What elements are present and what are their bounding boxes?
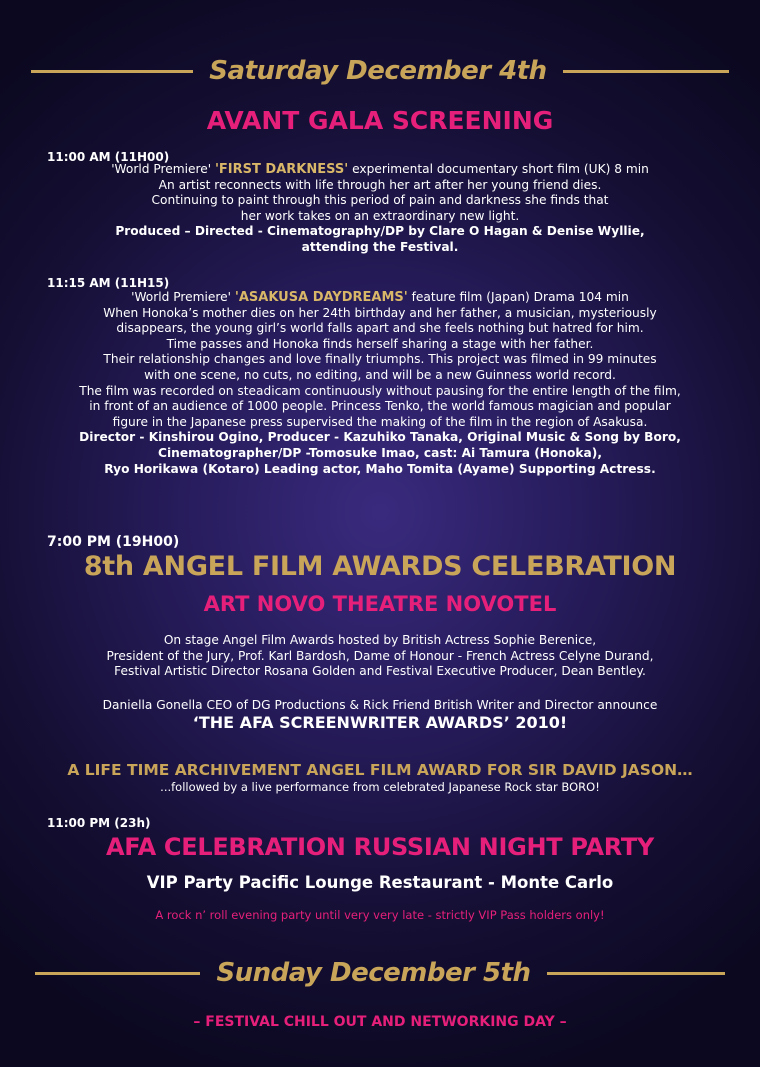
sunday-heading-row [0,958,760,988]
event2-credits-line: Ryo Horikawa (Kotaro) Leading actor, Maho Tomita (Ayame) Supporting Actress. [104,461,656,476]
event3-time: 7:00 PM (19H00) [47,534,180,550]
divider-line [31,70,193,73]
lifetime-achievement: A LIFE TIME ARCHIVEMENT ANGEL FILM AWARD FOR SIR DAVID JASON… [67,761,693,779]
film-title-asakusa-daydreams: 'ASAKUSA DAYDREAMS' [234,290,408,305]
event1-description-line: her work takes on an extraordinary new light. [240,208,520,223]
event2-credits-line: Director - Kinshirou Ogino, Producer - Kazuhiko Tanaka, Original Music & Song by Boro, [79,430,681,445]
hosts-line: Festival Artistic Director Rosana Golden and Festival Executive Producer, Dean Bentley. [114,664,646,679]
event2-description-line: The film was recorded on steadicam continuously without pausing for the entire length of the film, [79,383,681,398]
saturday-heading: Saturday December 4th [209,56,547,86]
sunday-heading: Sunday December 5th [216,958,531,988]
vip-note: A rock n’ roll evening party until very very late - strictly VIP Pass holders only! [155,908,605,922]
film-title-first-darkness: 'FIRST DARKNESS' [214,162,349,177]
premiere-label: 'World Premiere' [111,162,215,176]
saturday-heading-row [0,56,760,86]
chill-out-subtitle: – FESTIVAL CHILL OUT AND NETWORKING DAY – [193,1014,567,1030]
divider-line [563,70,729,73]
event1-description-line: An artist reconnects with life through her art after her young friend dies. [158,177,602,192]
event2-description-line: disappears, the young girl’s world falls apart and she feels nothing but hatred for him. [116,321,644,336]
hosts-block [0,633,760,680]
angel-film-awards-title: 8th ANGEL FILM AWARDS CELEBRATION [83,551,677,582]
event2-description-line: in front of an audience of 1000 people. Princess Tenko, the world famous magician and popular [89,399,671,414]
event1-credits-line: attending the Festival. [301,239,459,254]
divider-line [547,972,725,975]
event2-description-line: with one scene, no cuts, no editing, and will be a new Guinness world record. [144,367,616,382]
event1-description-line: Continuing to paint through this period of pain and darkness she finds that [151,193,609,208]
event1-time: 11:00 AM (11H00) [47,150,170,164]
event1-premiere-line [0,162,760,178]
live-performance: ...followed by a live performance from celebrated Japanese Rock star BORO! [160,780,600,794]
venue-title: ART NOVO THEATRE NOVOTEL [203,592,557,616]
event2-description-line: Time passes and Honoka finds herself sharing a stage with her father. [166,336,594,351]
vip-party-venue: VIP Party Pacific Lounge Restaurant - Monte Carlo [146,873,614,892]
announce-text: Daniella Gonella CEO of DG Productions & Rick Friend British Writer and Director announce [102,698,658,712]
film-info: experimental documentary short film (UK) 8 min [348,162,649,176]
event2-credits-line: Cinematographer/DP -Tomosuke Imao, cast: Ai Tamura (Honoka), [158,445,602,460]
event2-premiere-line [0,290,760,306]
avant-gala-title: AVANT GALA SCREENING [206,106,554,135]
hosts-line: President of the Jury, Prof. Karl Bardosh, Dame of Honour - French Actress Celyne Durand, [106,648,654,663]
event1-block [0,162,760,256]
premiere-label: 'World Premiere' [131,290,235,304]
event2-time: 11:15 AM (11H15) [47,276,170,290]
event2-description-line: Their relationship changes and love finally triumphs. This project was filmed in 99 minutes [103,352,657,367]
film-info: feature film (Japan) Drama 104 min [407,290,629,304]
event2-description-line: figure in the Japanese press supervised the making of the film in the region of Asakusa. [112,414,648,429]
event2-block [0,290,760,477]
event2-description-line: When Honoka’s mother dies on her 24th birthday and her father, a musician, mysteriously [103,305,657,320]
divider-line [35,972,200,975]
screenwriter-awards: ‘THE AFA SCREENWRITER AWARDS’ 2010! [192,713,568,732]
russian-night-title: AFA CELEBRATION RUSSIAN NIGHT PARTY [105,833,655,861]
event4-time: 11:00 PM (23h) [47,816,151,830]
event1-credits-line: Produced – Directed - Cinematography/DP by Clare O Hagan & Denise Wyllie, [115,224,645,239]
hosts-line: On stage Angel Film Awards hosted by British Actress Sophie Berenice, [163,633,597,647]
